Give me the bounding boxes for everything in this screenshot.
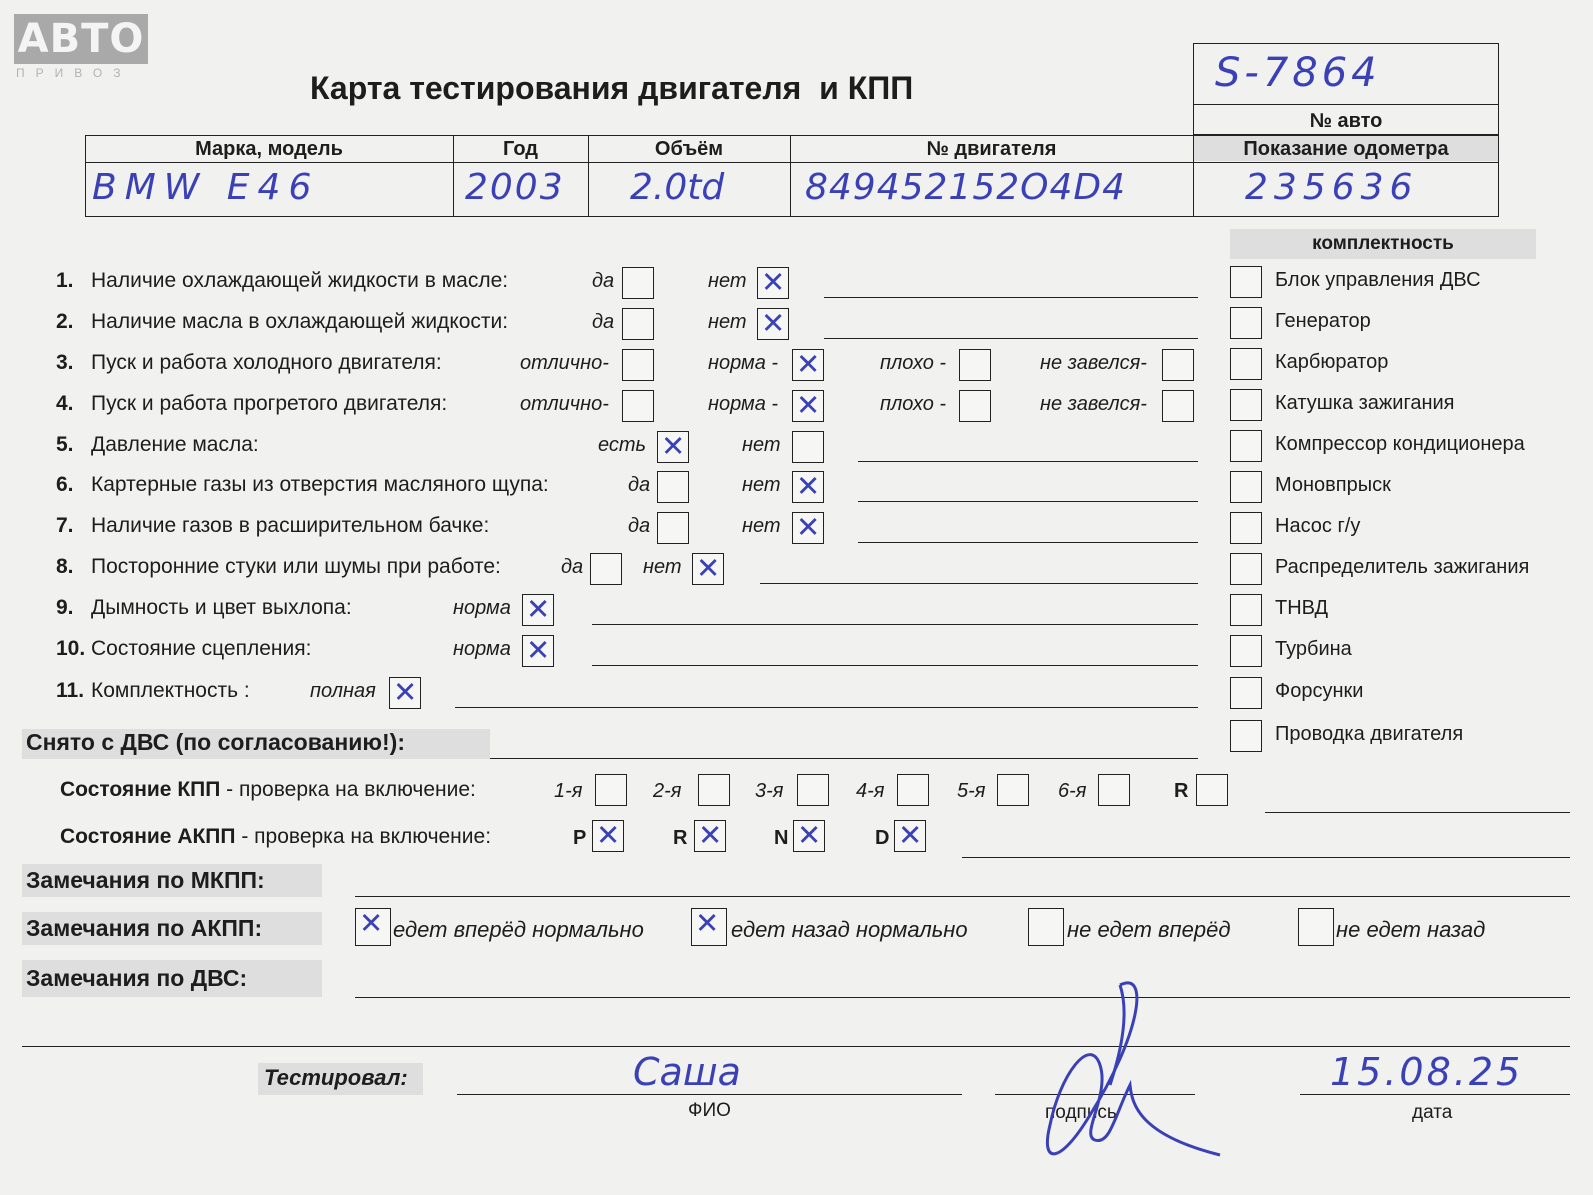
question-notes-line[interactable] — [824, 297, 1198, 298]
akpp-gear-label: D — [875, 827, 890, 849]
question-label: Дымность и цвет выхлопа: — [91, 596, 352, 619]
question-option-checkbox[interactable] — [757, 267, 789, 299]
akpp-gear-checkbox[interactable] — [793, 820, 825, 852]
question-option-label: да — [628, 474, 651, 496]
removed-line[interactable] — [490, 758, 1198, 759]
header-table-row-divider — [85, 162, 1499, 163]
logo: АВТО — [14, 14, 148, 64]
name-caption: ФИО — [688, 1100, 731, 1121]
kpp-label — [60, 778, 476, 802]
question-option-checkbox[interactable] — [522, 635, 554, 667]
kpp-gear-checkbox[interactable] — [797, 774, 829, 806]
completeness-checkbox[interactable] — [1230, 677, 1262, 709]
removed-label: Снято с ДВС (по согласованию!): — [26, 729, 405, 755]
kpp-label-bold: Состояние КПП — [60, 778, 221, 801]
vehicle-number-value: S-7864 — [1215, 50, 1381, 96]
completeness-checkbox[interactable] — [1230, 512, 1262, 544]
completeness-item-label: Распределитель зажигания — [1275, 556, 1530, 578]
akpp-remark-label: не едет назад — [1336, 917, 1486, 942]
remark-mkpp-label: Замечания по МКПП: — [26, 867, 265, 893]
question-option-label: да — [561, 556, 584, 578]
header-col-odometer: Показание одометра — [1243, 138, 1449, 160]
akpp-remark-label: едет назад нормально — [731, 917, 968, 942]
kpp-gear-label: 6-я — [1058, 780, 1087, 802]
kpp-gear-label: 5-я — [957, 780, 986, 802]
akpp-label-bold: Состояние АКПП — [60, 825, 236, 848]
header-col-year: Год — [503, 138, 538, 160]
question-label: Комплектность : — [91, 679, 250, 702]
kpp-gear-checkbox[interactable] — [997, 774, 1029, 806]
question-option-checkbox[interactable] — [792, 349, 824, 381]
remark-extra-line[interactable] — [22, 1046, 1570, 1047]
date-caption: дата — [1412, 1102, 1453, 1123]
question-option-checkbox[interactable] — [692, 553, 724, 585]
question-notes-line[interactable] — [760, 583, 1198, 584]
question-option-label: да — [592, 270, 615, 292]
akpp-label — [60, 825, 491, 849]
question-option-label: отлично- — [520, 393, 609, 415]
date-line[interactable] — [1300, 1094, 1570, 1095]
kpp-gear-checkbox[interactable] — [897, 774, 929, 806]
question-option-checkbox[interactable] — [622, 308, 654, 340]
volume-value: 2.0td — [630, 167, 725, 208]
header-col-volume: Объём — [654, 138, 724, 160]
question-option-label: не завелся- — [1040, 352, 1147, 374]
question-label: Наличие охлаждающей жидкости в масле: — [91, 269, 509, 292]
vehicle-number-label: № авто — [1309, 110, 1383, 132]
question-label: Картерные газы из отверстия масляного щупа: — [91, 473, 549, 496]
question-number: 10. — [56, 637, 86, 660]
remark-dvs-line[interactable] — [355, 997, 1570, 998]
completeness-title: комплектность — [1312, 233, 1454, 254]
completeness-item-label: Моновпрыск — [1275, 474, 1391, 496]
question-notes-line[interactable] — [858, 501, 1198, 502]
completeness-checkbox[interactable] — [1230, 307, 1262, 339]
date-value: 15.08.25 — [1330, 1050, 1524, 1094]
name-line[interactable] — [457, 1094, 962, 1095]
completeness-item-label: Компрессор кондиционера — [1275, 433, 1525, 455]
question-option-label: да — [628, 515, 651, 537]
question-number: 1. — [56, 269, 74, 292]
question-label: Наличие газов в расширительном бачке: — [91, 514, 490, 537]
question-option-checkbox[interactable] — [792, 471, 824, 503]
akpp-gear-checkbox[interactable] — [592, 820, 624, 852]
question-option-checkbox[interactable] — [792, 390, 824, 422]
akpp-gear-label: P — [573, 827, 587, 849]
question-option-label: норма — [453, 638, 511, 660]
question-number: 11. — [56, 679, 85, 702]
question-option-label: полная — [310, 680, 376, 702]
question-option-label: нет — [742, 474, 781, 496]
question-number: 8. — [56, 555, 74, 578]
completeness-item-label: Блок управления ДВС — [1275, 269, 1481, 291]
engine-number-value: 849452152O4D4 — [805, 167, 1127, 208]
question-option-checkbox[interactable] — [959, 349, 991, 381]
question-option-label: нет — [708, 311, 747, 333]
akpp-remark-checkbox[interactable] — [691, 908, 727, 946]
remark-akpp-label: Замечания по АКПП: — [26, 915, 263, 941]
question-number: 9. — [56, 596, 74, 619]
akpp-line[interactable] — [962, 857, 1570, 858]
question-number: 3. — [56, 351, 74, 374]
kpp-gear-label: 3-я — [755, 780, 784, 802]
question-option-label: норма - — [708, 393, 779, 415]
question-label: Посторонние стуки или шумы при работе: — [91, 555, 501, 578]
question-label: Состояние сцепления: — [91, 637, 312, 660]
question-option-label: нет — [643, 556, 682, 578]
kpp-gear-label: 4-я — [856, 780, 885, 802]
akpp-gear-label: N — [774, 827, 789, 849]
tested-label: Тестировал: — [264, 1065, 408, 1090]
completeness-checkbox[interactable] — [1230, 430, 1262, 462]
akpp-gear-checkbox[interactable] — [894, 820, 926, 852]
vehicle-number-divider — [1193, 104, 1499, 105]
completeness-item-label: Проводка двигателя — [1275, 723, 1464, 745]
completeness-item-label: Насос г/у — [1275, 515, 1361, 537]
question-option-checkbox[interactable] — [1162, 349, 1194, 381]
odometer-value: 235636 — [1245, 167, 1419, 208]
signature-image — [1020, 975, 1240, 1175]
question-option-label: отлично- — [520, 352, 609, 374]
question-option-checkbox[interactable] — [657, 431, 689, 463]
question-notes-line[interactable] — [592, 665, 1198, 666]
tester-name-value: Саша — [633, 1050, 741, 1094]
question-option-label: есть — [598, 434, 647, 456]
signature-caption: подпись — [1045, 1102, 1117, 1123]
completeness-checkbox[interactable] — [1230, 471, 1262, 503]
completeness-checkbox[interactable] — [1230, 266, 1262, 298]
question-notes-line[interactable] — [592, 624, 1198, 625]
kpp-label-rest: - проверка на включение: — [220, 778, 476, 801]
kpp-gear-label: R — [1174, 780, 1189, 802]
remark-mkpp-line[interactable] — [355, 896, 1570, 897]
akpp-remark-checkbox[interactable] — [1298, 908, 1334, 946]
question-notes-line[interactable] — [824, 338, 1198, 339]
header-col-engine-number: № двигателя — [926, 138, 1057, 160]
akpp-gear-label: R — [673, 827, 688, 849]
question-option-checkbox[interactable] — [792, 512, 824, 544]
logo-subtitle: ПРИВОЗ — [16, 66, 132, 80]
question-option-checkbox[interactable] — [757, 308, 789, 340]
question-number: 7. — [56, 514, 74, 537]
remark-dvs-label: Замечания по ДВС: — [26, 965, 248, 991]
kpp-gear-label: 1-я — [554, 780, 583, 802]
completeness-checkbox[interactable] — [1230, 348, 1262, 380]
question-option-checkbox[interactable] — [622, 267, 654, 299]
completeness-item-label: Форсунки — [1275, 680, 1364, 702]
completeness-checkbox[interactable] — [1230, 594, 1262, 626]
completeness-item-label: ТНВД — [1275, 597, 1329, 619]
question-label: Наличие масла в охлаждающей жидкости: — [91, 310, 509, 333]
kpp-gear-checkbox[interactable] — [595, 774, 627, 806]
question-label: Пуск и работа холодного двигателя: — [91, 351, 442, 374]
question-notes-line[interactable] — [455, 707, 1198, 708]
question-label: Пуск и работа прогретого двигателя: — [91, 392, 448, 415]
question-option-checkbox[interactable] — [1162, 390, 1194, 422]
completeness-item-label: Турбина — [1275, 638, 1352, 660]
question-option-label: нет — [708, 270, 747, 292]
kpp-line[interactable] — [1265, 812, 1570, 813]
question-number: 4. — [56, 392, 74, 415]
question-option-label: плохо - — [880, 352, 947, 374]
question-option-checkbox[interactable] — [590, 553, 622, 585]
question-option-checkbox[interactable] — [622, 349, 654, 381]
akpp-remark-label: едет вперёд нормально — [393, 917, 644, 942]
completeness-item-label: Карбюратор — [1275, 351, 1389, 373]
akpp-remark-checkbox[interactable] — [1028, 908, 1064, 946]
question-option-label: норма - — [708, 352, 779, 374]
kpp-gear-checkbox[interactable] — [1098, 774, 1130, 806]
kpp-gear-label: 2-я — [653, 780, 682, 802]
completeness-checkbox[interactable] — [1230, 389, 1262, 421]
page-title: Карта тестирования двигателя и КПП — [310, 70, 914, 106]
question-option-label: норма — [453, 597, 511, 619]
question-option-checkbox[interactable] — [622, 390, 654, 422]
question-notes-line[interactable] — [858, 461, 1198, 462]
akpp-remark-label: не едет вперёд — [1067, 917, 1231, 942]
question-label: Давление масла: — [91, 433, 259, 456]
question-option-checkbox[interactable] — [389, 677, 421, 709]
question-option-label: нет — [742, 515, 781, 537]
question-number: 2. — [56, 310, 74, 333]
kpp-gear-checkbox[interactable] — [698, 774, 730, 806]
completeness-checkbox[interactable] — [1230, 635, 1262, 667]
completeness-checkbox[interactable] — [1230, 553, 1262, 585]
question-option-checkbox[interactable] — [522, 594, 554, 626]
completeness-item-label: Катушка зажигания — [1275, 392, 1455, 414]
akpp-label-rest: - проверка на включение: — [235, 825, 492, 848]
header-col-make-model: Марка, модель — [195, 138, 343, 160]
question-option-label: да — [592, 311, 615, 333]
question-number: 6. — [56, 473, 74, 496]
question-option-checkbox[interactable] — [959, 390, 991, 422]
question-option-checkbox[interactable] — [657, 512, 689, 544]
akpp-remark-checkbox[interactable] — [355, 908, 391, 946]
question-number: 5. — [56, 433, 74, 456]
kpp-gear-checkbox[interactable] — [1196, 774, 1228, 806]
question-option-checkbox[interactable] — [657, 471, 689, 503]
question-notes-line[interactable] — [858, 542, 1198, 543]
question-option-label: нет — [742, 434, 781, 456]
akpp-gear-checkbox[interactable] — [694, 820, 726, 852]
question-option-label: плохо - — [880, 393, 947, 415]
completeness-checkbox[interactable] — [1230, 720, 1262, 752]
make-model-value: BMW E46 — [92, 167, 320, 208]
question-option-label: не завелся- — [1040, 393, 1147, 415]
completeness-item-label: Генератор — [1275, 310, 1371, 332]
year-value: 2003 — [465, 167, 565, 208]
question-option-checkbox[interactable] — [792, 431, 824, 463]
